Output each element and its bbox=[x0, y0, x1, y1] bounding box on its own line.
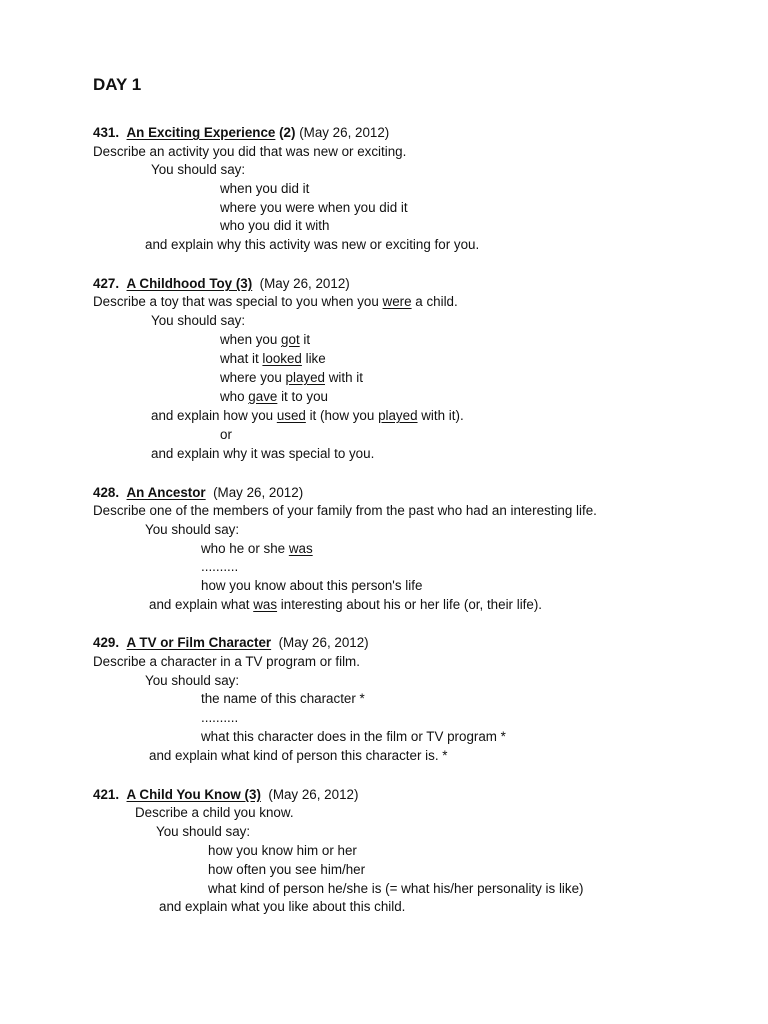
cue-point: when you did it bbox=[220, 181, 310, 196]
topic-count: (2) bbox=[279, 125, 296, 140]
topic-prompt: Describe one of the members of your family from the past who had an interesting life. bbox=[93, 503, 597, 518]
cue-point: where you were when you did it bbox=[220, 200, 408, 215]
cue-point: who he or she was bbox=[201, 541, 313, 556]
cue-point: what kind of person he/she is (= what his/her personality is like) bbox=[208, 881, 584, 896]
explain-line: and explain why it was special to you. bbox=[151, 446, 375, 461]
cue-point: how you know him or her bbox=[208, 843, 357, 858]
topic-title: A Childhood Toy (3) bbox=[126, 276, 253, 291]
explain-line: and explain what was interesting about his or her life (or, their life). bbox=[149, 597, 543, 612]
cue-point: what it looked like bbox=[220, 351, 326, 366]
page-title: DAY 1 bbox=[93, 75, 142, 94]
topic-431-header bbox=[93, 124, 389, 142]
should-say-label: You should say: bbox=[151, 162, 246, 177]
topic-date: (May 26, 2012) bbox=[259, 276, 350, 291]
topic-number: 428. bbox=[93, 485, 120, 500]
cue-point: when you got it bbox=[220, 332, 311, 347]
topic-428-header bbox=[93, 484, 303, 502]
topic-title: A Child You Know (3) bbox=[126, 787, 261, 802]
should-say-label: You should say: bbox=[145, 673, 240, 688]
explain-line: and explain what kind of person this character is. * bbox=[149, 748, 448, 763]
topic-prompt: Describe an activity you did that was new or exciting. bbox=[93, 144, 407, 159]
explain-line: and explain what you like about this child. bbox=[159, 899, 406, 914]
cue-point: how often you see him/her bbox=[208, 862, 366, 877]
topic-number: 421. bbox=[93, 787, 120, 802]
topic-number: 431. bbox=[93, 125, 120, 140]
or-label: or bbox=[220, 427, 232, 442]
topic-prompt: Describe a character in a TV program or film. bbox=[93, 654, 360, 669]
should-say-label: You should say: bbox=[156, 824, 251, 839]
cue-point-ellipsis: .......... bbox=[201, 559, 239, 574]
topic-421-header bbox=[93, 786, 358, 804]
explain-line: and explain why this activity was new or exciting for you. bbox=[145, 237, 480, 252]
topic-prompt: Describe a toy that was special to you when you were a child. bbox=[93, 294, 458, 309]
should-say-label: You should say: bbox=[145, 522, 240, 537]
topic-date: (May 26, 2012) bbox=[268, 787, 359, 802]
topic-date: (May 26, 2012) bbox=[278, 635, 369, 650]
explain-line: and explain how you used it (how you played with it). bbox=[151, 408, 464, 423]
cue-point: what this character does in the film or TV program * bbox=[201, 729, 506, 744]
cue-point: the name of this character * bbox=[201, 691, 365, 706]
topic-title: A TV or Film Character bbox=[126, 635, 272, 650]
topic-prompt: Describe a child you know. bbox=[135, 805, 294, 820]
topic-date: (May 26, 2012) bbox=[299, 125, 390, 140]
cue-point: who gave it to you bbox=[220, 389, 328, 404]
cue-point: where you played with it bbox=[220, 370, 363, 385]
cue-point: how you know about this person's life bbox=[201, 578, 423, 593]
topic-date: (May 26, 2012) bbox=[213, 485, 304, 500]
topic-number: 429. bbox=[93, 635, 120, 650]
topic-title: An Exciting Experience bbox=[126, 125, 276, 140]
cue-point: who you did it with bbox=[220, 218, 330, 233]
topic-number: 427. bbox=[93, 276, 120, 291]
topic-427-header bbox=[93, 275, 350, 293]
topic-429-header bbox=[93, 634, 369, 652]
topic-title: An Ancestor bbox=[126, 485, 206, 500]
should-say-label: You should say: bbox=[151, 313, 246, 328]
cue-point-ellipsis: .......... bbox=[201, 710, 239, 725]
